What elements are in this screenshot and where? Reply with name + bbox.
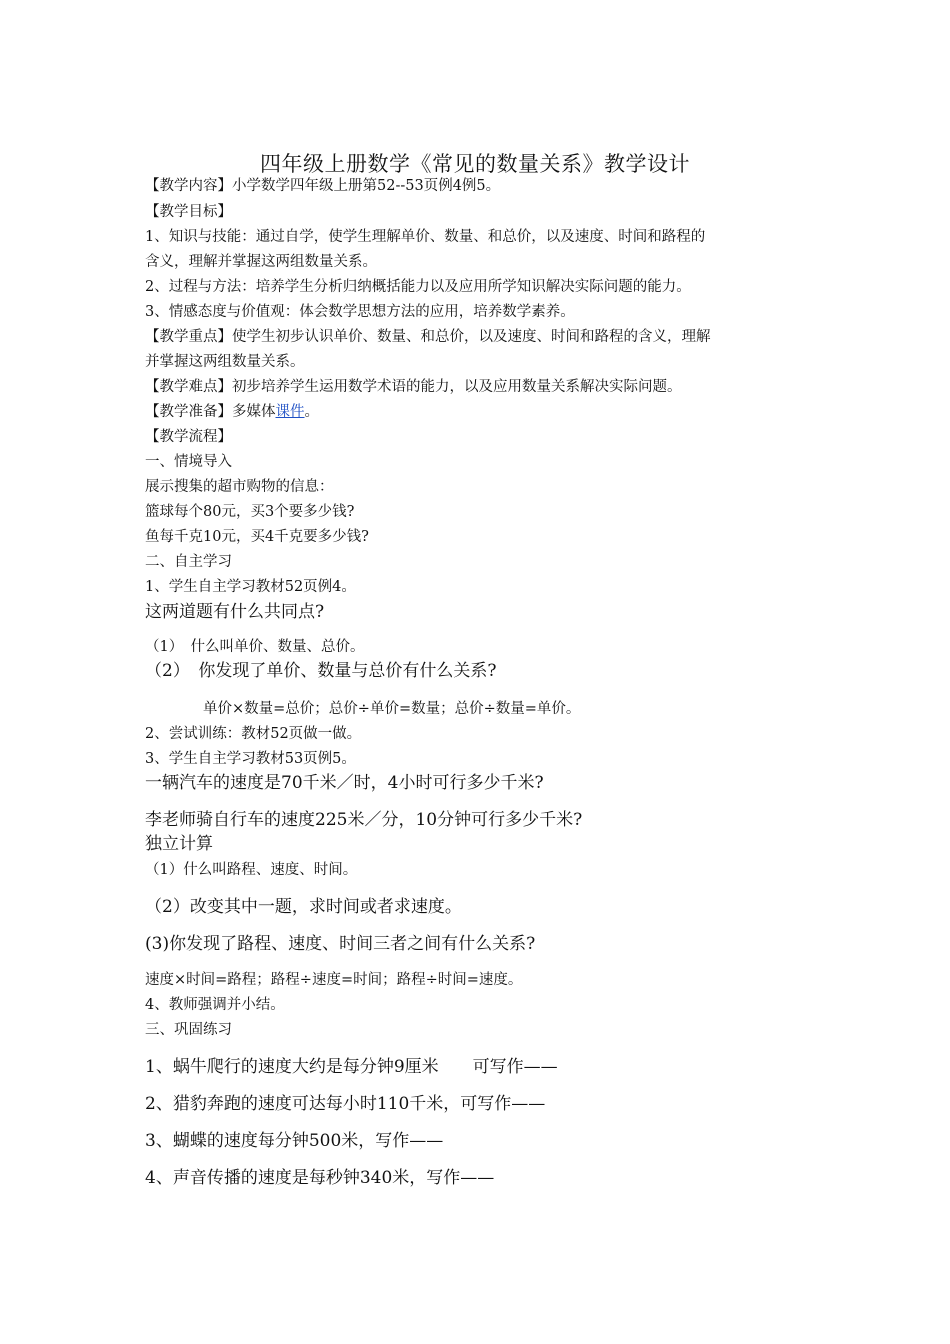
key-point-line-b: 并掌握这两组数量关系。: [145, 354, 305, 370]
calc-question-3: (3)你发现了路程、速度、时间三者之间有什么关系?: [145, 934, 536, 954]
difficulty: 【教学难点】初步培养学生运用数学术语的能力，以及应用数量关系解决实际问题。: [145, 379, 682, 395]
section-3-heading: 三、巩固练习: [145, 1022, 232, 1038]
goal-3: 3、情感态度与价值观：体会数学思想方法的应用，培养数学素养。: [145, 304, 575, 320]
section-2-line-2: 2、尝试训练：教材52页做一做。: [145, 726, 362, 742]
exercise-3: 3、蝴蝶的速度每分钟500米，写作——: [145, 1131, 444, 1151]
problem-car: 一辆汽车的速度是70千米／时，4小时可行多少千米?: [145, 773, 544, 793]
content-label: 【教学内容】: [145, 178, 232, 194]
calc-question-2: （2）改变其中一题，求时间或者求速度。: [145, 897, 462, 917]
flow-label: 【教学流程】: [145, 429, 232, 445]
goal-1-line-b: 含义，理解并掌握这两组数量关系。: [145, 254, 377, 270]
section-2-question-1: （1） 什么叫单价、数量、总价。: [145, 639, 365, 655]
section-1-line-2: 篮球每个80元，买3个要多少钱?: [145, 504, 355, 520]
goals-label: 【教学目标】: [145, 204, 232, 220]
section-1-line-3: 鱼每千克10元，买4千克要多少钱?: [145, 529, 369, 545]
teaching-content: [145, 176, 500, 196]
section-1-heading: 一、情境导入: [145, 454, 232, 470]
exercise-4: 4、声音传播的速度是每秒钟340米，写作——: [145, 1168, 495, 1188]
formula-price: 单价×数量=总价；总价÷单价=数量；总价÷数量=单价。: [203, 701, 581, 717]
prep-label: 【教学准备】多媒体: [145, 404, 276, 420]
preparation: [145, 402, 319, 422]
document-title: 四年级上册数学《常见的数量关系》教学设计: [260, 152, 690, 176]
section-2-heading: 二、自主学习: [145, 554, 232, 570]
formula-speed: 速度×时间=路程；路程÷速度=时间；路程÷时间=速度。: [145, 972, 523, 988]
content-text: 小学数学四年级上册第52--53页例4例5。: [232, 178, 501, 194]
exercise-1: 1、蜗牛爬行的速度大约是每分钟9厘米 可写作——: [145, 1057, 558, 1077]
calc-question-1: （1）什么叫路程、速度、时间。: [145, 862, 358, 878]
prep-end: 。: [304, 404, 319, 420]
section-2-line-4: 4、教师强调并小结。: [145, 997, 285, 1013]
section-2-question-2: （2） 你发现了单价、数量与总价有什么关系?: [145, 661, 497, 681]
section-2-line-3: 3、学生自主学习教材53页例5。: [145, 751, 356, 767]
independent-calc: 独立计算: [145, 834, 213, 854]
section-2-question: 这两道题有什么共同点?: [145, 602, 325, 622]
goal-2: 2、过程与方法：培养学生分析归纳概括能力以及应用所学知识解决实际问题的能力。: [145, 279, 691, 295]
section-2-line-1: 1、学生自主学习教材52页例4。: [145, 579, 356, 595]
problem-bike: 李老师骑自行车的速度225米／分，10分钟可行多少千米?: [145, 810, 583, 830]
goal-1-line-a: 1、知识与技能：通过自学，使学生理解单价、数量、和总价，以及速度、时间和路程的: [145, 229, 706, 245]
key-point-line-a: 【教学重点】使学生初步认识单价、数量、和总价，以及速度、时间和路程的含义，理解: [145, 329, 711, 345]
exercise-2: 2、猎豹奔跑的速度可达每小时110千米，可写作——: [145, 1094, 546, 1114]
section-1-line-1: 展示搜集的超市购物的信息：: [145, 479, 334, 495]
courseware-link[interactable]: 课件: [275, 404, 305, 420]
